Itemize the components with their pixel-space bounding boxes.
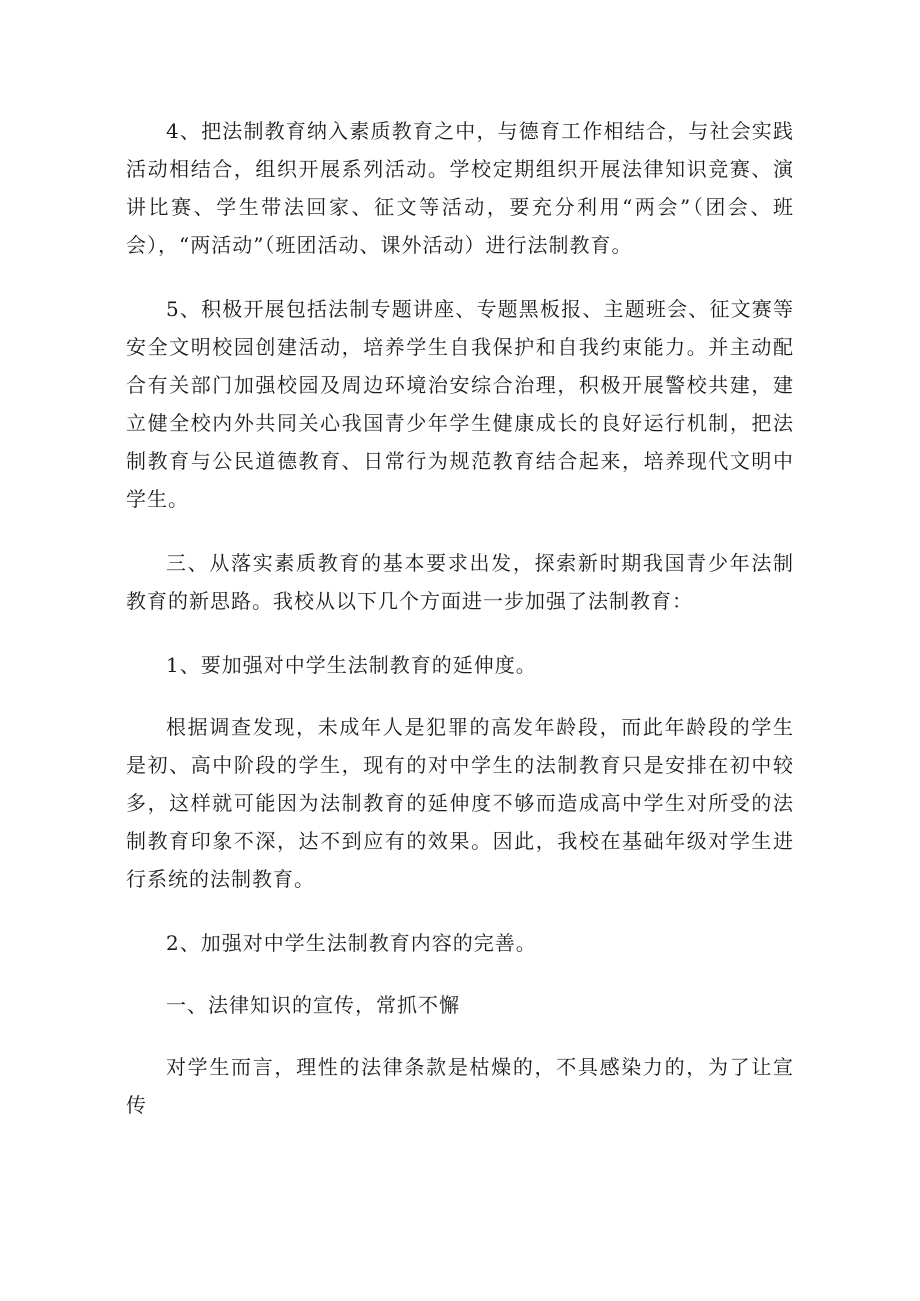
paragraph-students: 对学生而言，理性的法律条款是枯燥的，不具感染力的，为了让宣传 — [126, 1055, 794, 1117]
paragraph-point-two: 2、加强对中学生法制教育内容的完善。 — [166, 931, 537, 955]
paragraph-section-three: 三、从落实素质教育的基本要求出发，探索新时期我国青少年法制教育的新思路。我校从以下几个方面进一步加强了法制教育： — [126, 551, 794, 613]
paragraph-heading-one: 一、法律知识的宣传，常抓不懈 — [166, 993, 460, 1017]
paragraph-safe-campus: 5、积极开展包括法制专题讲座、专题黑板报、主题班会、征文赛等安全文明校园创建活动，培养学生自我保护和自我约束能力。并主动配合有关部门加强校园及周边环境治安综合治理，积极开展警校共建，建立健全校内外共同关心我国青少年学生健康成长的良好运行机制，把法制教育与公民道德教育、日常行为规范教育结合起来，培养现代文明中学生。 — [126, 297, 794, 511]
paragraph-activities: 4、把法制教育纳入素质教育之中，与德育工作相结合，与社会实践活动相结合，组织开展系列活动。学校定期组织开展法律知识竞赛、演讲比赛、学生带法回家、征文等活动，要充分利用“两会”（团会、班会），“两活动”（班团活动、课外活动）进行法制教育。 — [126, 119, 794, 257]
paragraph-survey: 根据调查发现，未成年人是犯罪的高发年龄段，而此年龄段的学生是初、高中阶段的学生，现有的对中学生的法制教育只是安排在初中较多，这样就可能因为法制教育的延伸度不够而造成高中学生对所受的法制教育印象不深，达不到应有的效果。因此，我校在基础年级对学生进行系统的法制教育。 — [126, 715, 794, 891]
paragraph-point-one: 1、要加强对中学生法制教育的延伸度。 — [166, 653, 537, 677]
document-body — [126, 112, 794, 1150]
